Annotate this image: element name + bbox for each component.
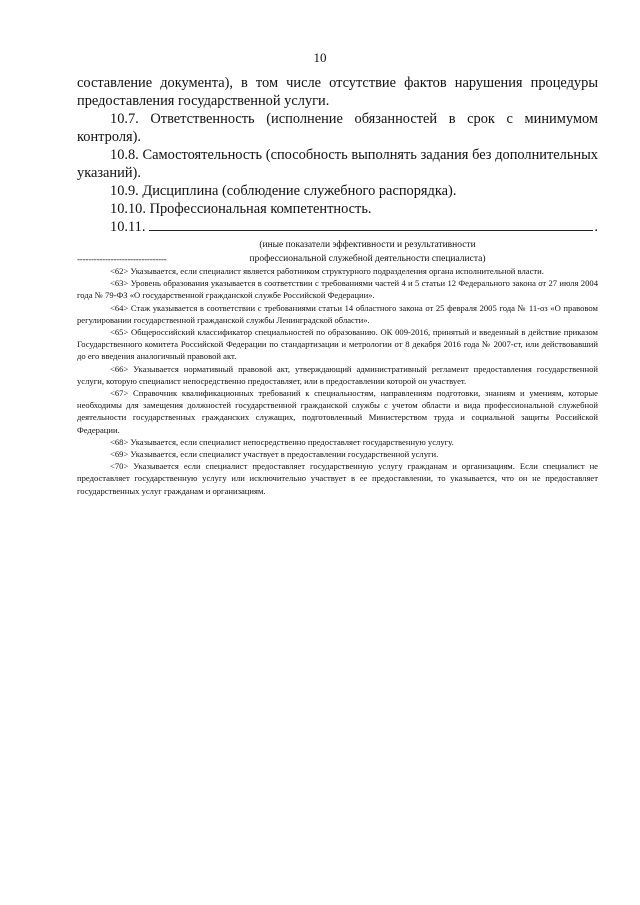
footnote-69: <69> Указывается, если специалист участвует в предоставлении государственной услуги. — [110, 449, 439, 460]
main-text — [77, 74, 598, 266]
blank-caption-line-1: (иные показатели эффективности и результативности — [259, 240, 476, 250]
blank-caption-line-2: профессиональной служебной деятельности специалиста) — [249, 254, 486, 264]
footnotes — [77, 265, 598, 497]
item-10-9: 10.9. Дисциплина (соблюдение служебного распорядка). — [110, 183, 457, 199]
item-10-11-end: . — [594, 219, 598, 235]
continuation-paragraph: составление документа), в том числе отсутствие фактов нарушения процедуры предоставления государственной услуги. — [77, 75, 598, 109]
item-10-10: 10.10. Профессиональная компетентность. — [110, 201, 372, 217]
footnote-64: <64> Стаж указывается в соответствии с требованиями статьи 14 областного закона от 25 февраля 2005 года № 11-оз «О правовом регулировании государственной гражданской службы Ленинградской области». — [77, 302, 598, 325]
item-10-7: 10.7. Ответственность (исполнение обязанностей в срок с минимумом контроля). — [77, 111, 598, 145]
footnote-63: <63> Уровень образования указывается в соответствии с требованиями частей 4 и 5 статьи 12 Федерального закона от 27 июля 2004 года № 79-ФЗ «О государственной гражданской службе Российской Федерации». — [77, 278, 598, 301]
footnote-68: <68> Указывается, если специалист непосредственно предоставляет государственную услугу. — [110, 436, 454, 447]
fill-in-blank-line — [149, 218, 593, 231]
footnote-70: <70> Указывается если специалист предоставляет государственную услугу гражданам и организациям. Если специалист не предоставляет государственную услугу или исключительно участвует в ее предоставлении, то указывается, что он не предоставляет государственных услуг гражданам и организациям. — [77, 461, 598, 496]
footnote-62: <62> Указывается, если специалист является работником структурного подразделения органа исполнительной власти. — [110, 266, 544, 276]
page-number: 10 — [313, 50, 327, 65]
item-10-11-number: 10.11. — [110, 219, 146, 235]
footnote-65: <65> Общероссийский классификатор специальностей по образованию. ОК 009-2016, принятый и введенный в действие приказом Государственного комитета Российской Федерации по стандартизации и метрологии от 8 декабря 2016 года № 2007-ст, или действовавший до его введения аналогичный правовой акт. — [77, 327, 598, 362]
item-10-8: 10.8. Самостоятельность (способность выполнять задания без дополнительных указаний). — [77, 147, 598, 181]
footnote-67: <67> Справочник квалификационных требований к специальностям, направлениям подготовки, знаниям и умениям, которые необходимы для замещения должностей государственной гражданской службы с учетом области и вида профессиональной служебной деятельности государственных гражданских служащих, подготовленный Министерством труда и социальной защиты Российской Федерации. — [77, 388, 598, 435]
item-10-11 — [77, 218, 598, 236]
footnote-separator: -------------------------------- — [77, 254, 167, 264]
footnote-66: <66> Указывается нормативный правовой акт, утверждающий административный регламент предоставления государственной услуги, которую специалист непосредственно предоставляет, или в предоставлении которой он участвует. — [77, 363, 598, 386]
